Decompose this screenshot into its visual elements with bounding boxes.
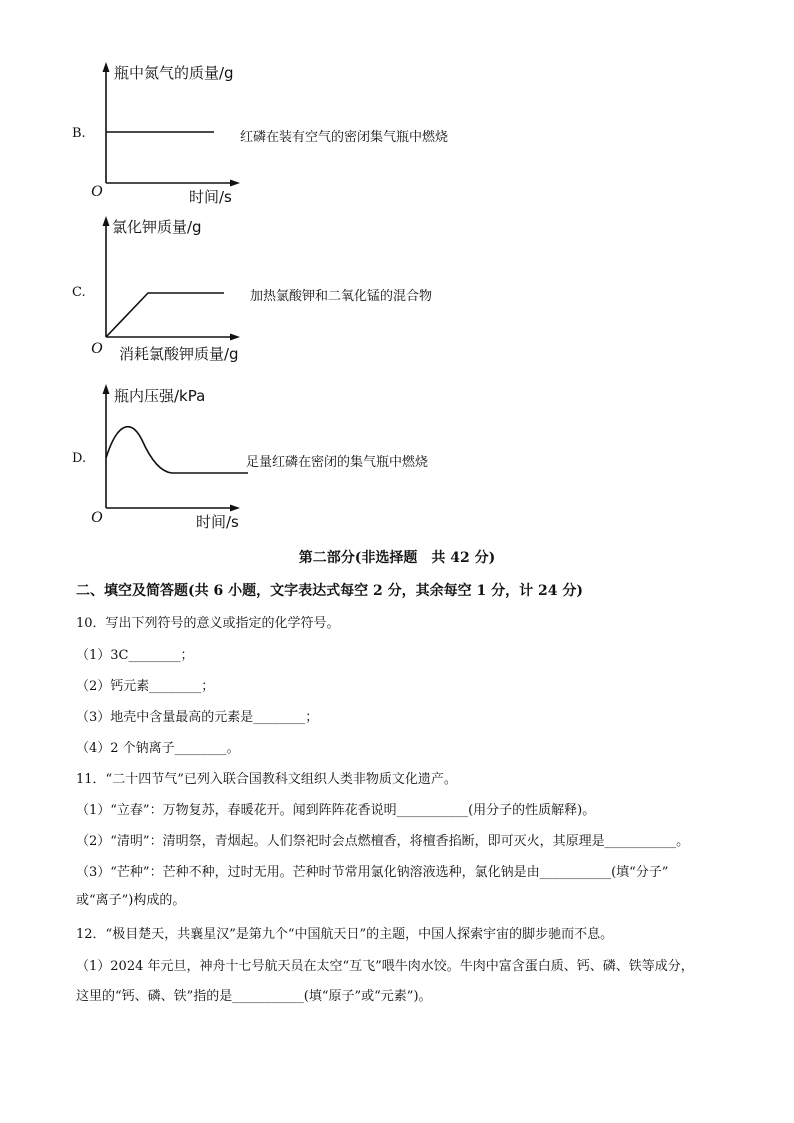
- y-axis-label: 氯化钾质量/g: [112, 218, 202, 236]
- section-heading: 二、填空及简答题(共 6 小题，文字表达式每空 2 分，其余每空 1 分，计 24 分): [76, 583, 583, 599]
- q11-item-3: （3）“芒种”：芒种不种，过时无用。芒种时节常用氯化钠溶液选种，氯化钠是由___________(填“分子”: [76, 865, 669, 880]
- x-axis-arrow: [230, 505, 240, 512]
- q11-stem: 11．“二十四节气”已列入联合国教科文组织人类非物质文化遗产。: [76, 772, 457, 787]
- q12-item-1: （1）2024 年元旦，神舟十七号航天员在太空“互飞”喂牛肉水饺。牛肉中富含蛋白质、钙、磷、铁等成分，: [76, 959, 694, 974]
- q11-item-2: （2）“清明”：清明祭，青烟起。人们祭祀时会点燃檀香，将檀香掐断，即可灭火，其原理是___________。: [76, 834, 690, 849]
- option-c-description: 加热氯酸钾和二氧化锰的混合物: [250, 289, 433, 304]
- x-axis-arrow: [230, 180, 240, 187]
- y-axis-arrow: [103, 62, 110, 72]
- curve: [106, 293, 224, 337]
- y-axis-label: 瓶中氮气的质量/g: [114, 64, 234, 82]
- origin-label: O: [91, 340, 103, 357]
- q11-item-1: （1）“立春”：万物复苏，春暖花开。闻到阵阵花香说明___________(用分子的性质解释)。: [76, 803, 596, 818]
- curve: [106, 427, 248, 473]
- origin-label: O: [91, 509, 103, 526]
- q10-item-2: （2）钙元素________；: [76, 679, 215, 694]
- q10-stem: 10．写出下列符号的意义或指定的化学符号。: [76, 616, 340, 631]
- graph-c: [86, 212, 266, 367]
- q10-item-4: （4）2 个钠离子________。: [76, 741, 240, 756]
- q11-item-3-cont: 或“离子”)构成的。: [76, 893, 186, 908]
- y-axis-label: 瓶内压强/kPa: [114, 387, 206, 405]
- q12-item-1-cont: 这里的“钙、磷、铁”指的是___________(填“原子”或“元素”)。: [76, 989, 432, 1004]
- x-axis-label: 时间/s: [196, 513, 239, 531]
- option-b-description: 红磷在装有空气的密闭集气瓶中燃烧: [240, 130, 449, 145]
- x-axis-label: 消耗氯酸钾质量/g: [119, 345, 239, 363]
- option-b-letter: B.: [72, 126, 86, 141]
- x-axis-label: 时间/s: [189, 188, 232, 206]
- part-title: 第二部分(非选择题 共 42 分): [298, 550, 496, 566]
- y-axis-arrow: [103, 384, 110, 394]
- q10-item-3: （3）地壳中含量最高的元素是________；: [76, 710, 319, 725]
- y-axis-arrow: [103, 216, 110, 226]
- x-axis-arrow: [230, 334, 240, 341]
- q10-item-1: （1）3C________；: [76, 648, 194, 663]
- option-c-letter: C.: [72, 285, 86, 300]
- q12-stem: 12．“极目楚天，共襄星汉”是第九个“中国航天日”的主题，中国人探索宇宙的脚步驰而不息。: [76, 927, 614, 942]
- graph-d: [86, 380, 266, 535]
- origin-label: O: [91, 183, 103, 200]
- option-d-description: 足量红磷在密闭的集气瓶中燃烧: [246, 455, 429, 470]
- graph-b: [86, 58, 266, 208]
- option-d-letter: D.: [72, 451, 87, 466]
